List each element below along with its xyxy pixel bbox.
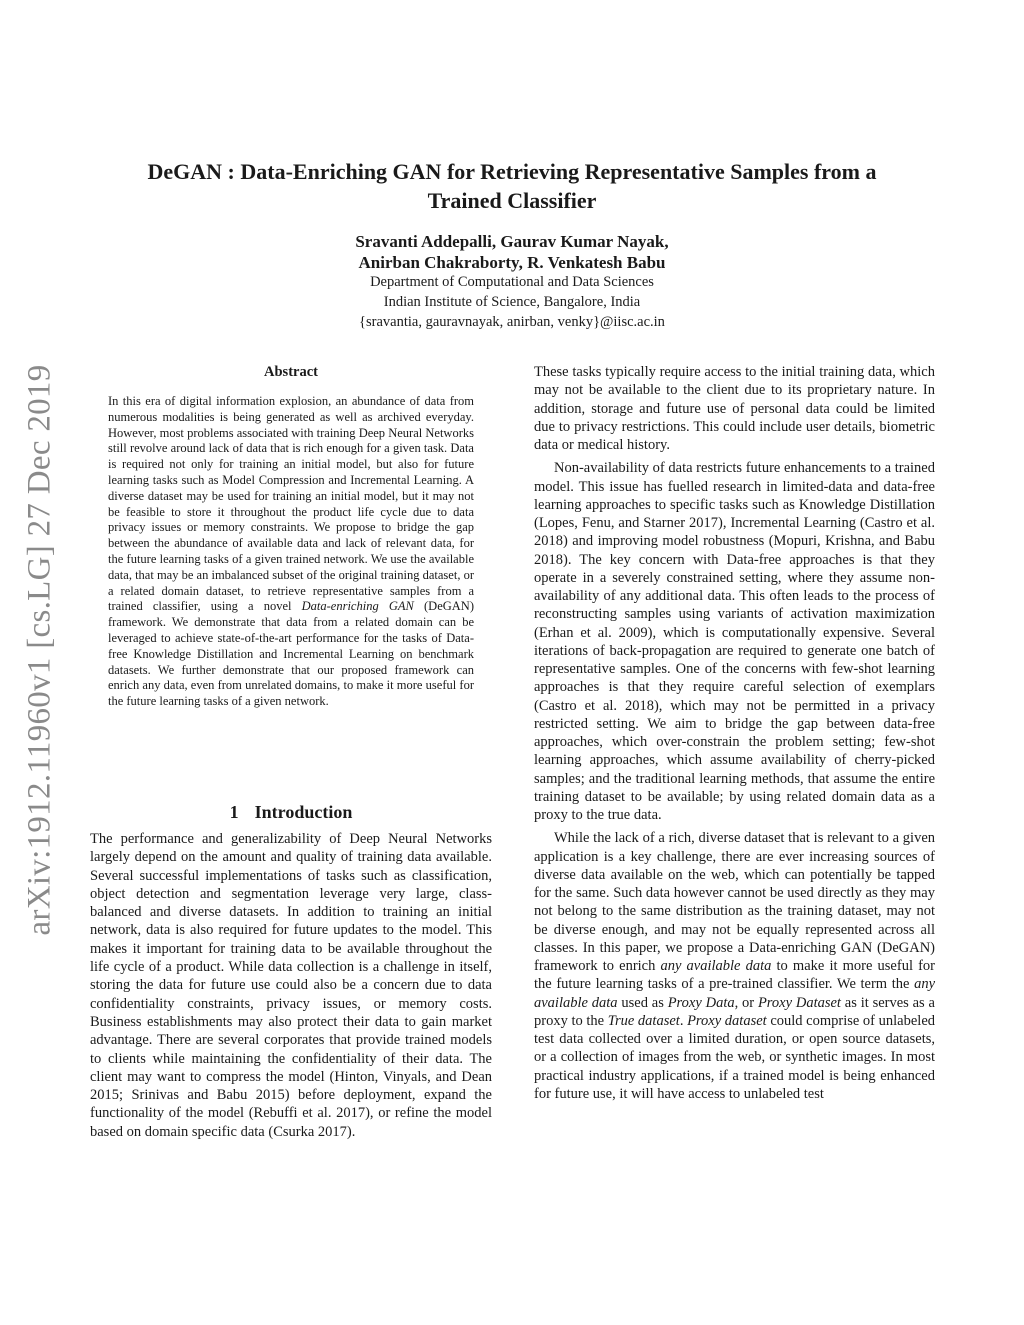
p4-text-3: used as <box>617 994 668 1011</box>
abstract-body <box>108 394 474 710</box>
abstract-italic: Data-enriching GAN <box>301 599 414 614</box>
affiliation <box>200 272 824 332</box>
abstract-text-b: (DeGAN) framework. We demonstrate that data from a related domain can be leveraged to achieve state-of-the-art performance for the tasks of Data-free Knowledge Distillation and Incremental Learning on benchmark datasets. We further demonstrate that our proposed framework can enrich any data, even from unrelated domains, to make it more useful for the future learning tasks of a given network. <box>108 599 474 709</box>
arxiv-watermark <box>20 355 60 945</box>
abstract-heading: Abstract <box>264 364 318 380</box>
emails: {sravantia, gauravnayak, anirban, venky}@iisc.ac.in <box>359 314 665 330</box>
p4-text-6: . <box>679 1012 688 1029</box>
section-title: Introduction <box>254 802 353 822</box>
p4-italic-3: Proxy Data <box>667 994 735 1011</box>
institute: Indian Institute of Science, Bangalore, India <box>383 294 641 310</box>
p4-italic-1: any available data <box>660 958 772 974</box>
department: Department of Computational and Data Sciences <box>370 274 654 290</box>
p4-italic-5: True dataset <box>607 1012 680 1029</box>
p4-italic-4: Proxy Dataset <box>757 994 841 1011</box>
p4-italic-2: any available data <box>534 976 935 1011</box>
intro-paragraph-2: These tasks typically require access to the initial training data, which may not be available to the client due to its proprietary nature. In addition, storage and future use of personal data could be limited due to privacy restrictions. This could include user details, biometric data or medical history. <box>534 364 935 453</box>
author-line-2: Anirban Chakraborty, R. Venkatesh Babu <box>358 253 666 272</box>
intro-paragraph-1: The performance and generalizability of Deep Neural Networks largely depend on the amount and quality of training data available. Several successful implementations of tasks such as classification, object detection and segmentation leverage very large, class-balanced and diverse datasets. In addition to training an initial network, data is also required for future updates to the model. This makes it important for training data to be available throughout the life cycle of a product. While data collection is a challenge in itself, storing the data for future use could also be a concern due to data confidentiality constraints, privacy issues, or memory costs. Business establishments may also protect their data to gain market advantage. There are several corporates that provide trained models to clients while maintaining the confidentiality of their data. The client may want to compress the model (Hinton, Vinyals, and Dean 2015; Srinivas and Babu 2015) before deployment, expand the functionality of the model (Rebuffi et al. 2017), or refine the model based on domain specific data (Csurka 2017). <box>90 831 492 1140</box>
abstract-text-a: In this era of digital information explosion, an abundance of data from numerous modalities is being generated as well as archived everyday. However, most problems associated with training Deep Neural Networks still revolve around lack of data that is rich enough for a given task. Data is required not only for training an initial model, but also for future learning tasks such as Model Compression and Incremental Learning. A diverse dataset may be used for training an initial model, but it may not be feasible to store it throughout the product life cycle due to data privacy issues or memory constraints. We propose to bridge the gap between the abundance of available data and lack of relevant data, for the future learning tasks of a given trained network. We use the available data, that may be an imbalanced subset of the original training dataset, or a related domain dataset, to retrieve representative samples from a trained classifier, using a novel <box>108 394 474 614</box>
p4-text-4: , or <box>734 994 758 1011</box>
p4-text-1: While the lack of a rich, diverse dataset that is relevant to a given application is a key challenge, there are ever increasing sources of diverse data available on the web, which can potentially be tapped for the same. Such data however cannot be used directly as they may not belong to the same distribution as the training dataset, may not be diverse enough, and may not be equally represented across all classes. In this paper, we propose a Data-enriching GAN (DeGAN) framework to enrich <box>534 830 935 974</box>
arxiv-id: arXiv:1912.11960v1 [cs.LG] 27 Dec 2019 <box>21 364 58 936</box>
author-line-1: Sravanti Addepalli, Gaurav Kumar Nayak, <box>355 232 669 251</box>
intro-paragraph-4 <box>534 829 935 1103</box>
author-list <box>200 231 824 273</box>
section-number: 1 <box>229 802 239 822</box>
right-column <box>534 363 935 1108</box>
paper-title: DeGAN : Data-Enriching GAN for Retrieving Representative Samples from a Trained Classifier <box>147 159 877 213</box>
intro-left-column <box>90 830 492 1141</box>
p4-italic-6: Proxy dataset <box>687 1012 767 1029</box>
intro-paragraph-3: Non-availability of data restricts future enhancements to a trained model. This issue has fuelled research in limited-data and data-free learning approaches to specific tasks such as Knowledge Distillation (Lopes, Fenu, and Starner 2017), Incremental Learning (Castro et al. 2018) and improving model robustness (Mopuri, Krishna, and Babu 2018). The key concern with Data-free approaches is that they operate in a severely constrained setting, where they assume non-availability of any additional data. This often leads to the process of reconstructing samples using variants of activation maximization (Erhan et al. 2009), which is computationally expensive. Several iterations of back-propagation are required to generate one batch of representative samples. One of the concerns with few-shot learning approaches is that they require careful selection of exemplars (Castro et al. 2018), which may not be permitted in a privacy restricted setting. We aim to bridge the gap between data-free approaches, which over-constrain the problem setting; few-shot learning approaches, which assume availability of cherry-picked samples; and the traditional learning methods, that assume the entire training dataset to be available; by using related domain data as a proxy to the true data. <box>534 460 935 823</box>
p4-text-2: to make it more useful for the future learning tasks of a pre-trained classifier. We term the <box>534 958 936 993</box>
p4-text-7: could comprise of unlabeled test data collected over a limited duration, or open source datasets, or a collection of images from the web, or synthetic images. In most practical industry applications, if a trained model is being enhanced for future use, it will have access to unlabeled test <box>534 1012 936 1102</box>
p4-text-5: as it serves as a proxy to the <box>534 994 935 1029</box>
section-heading-introduction <box>90 802 492 823</box>
